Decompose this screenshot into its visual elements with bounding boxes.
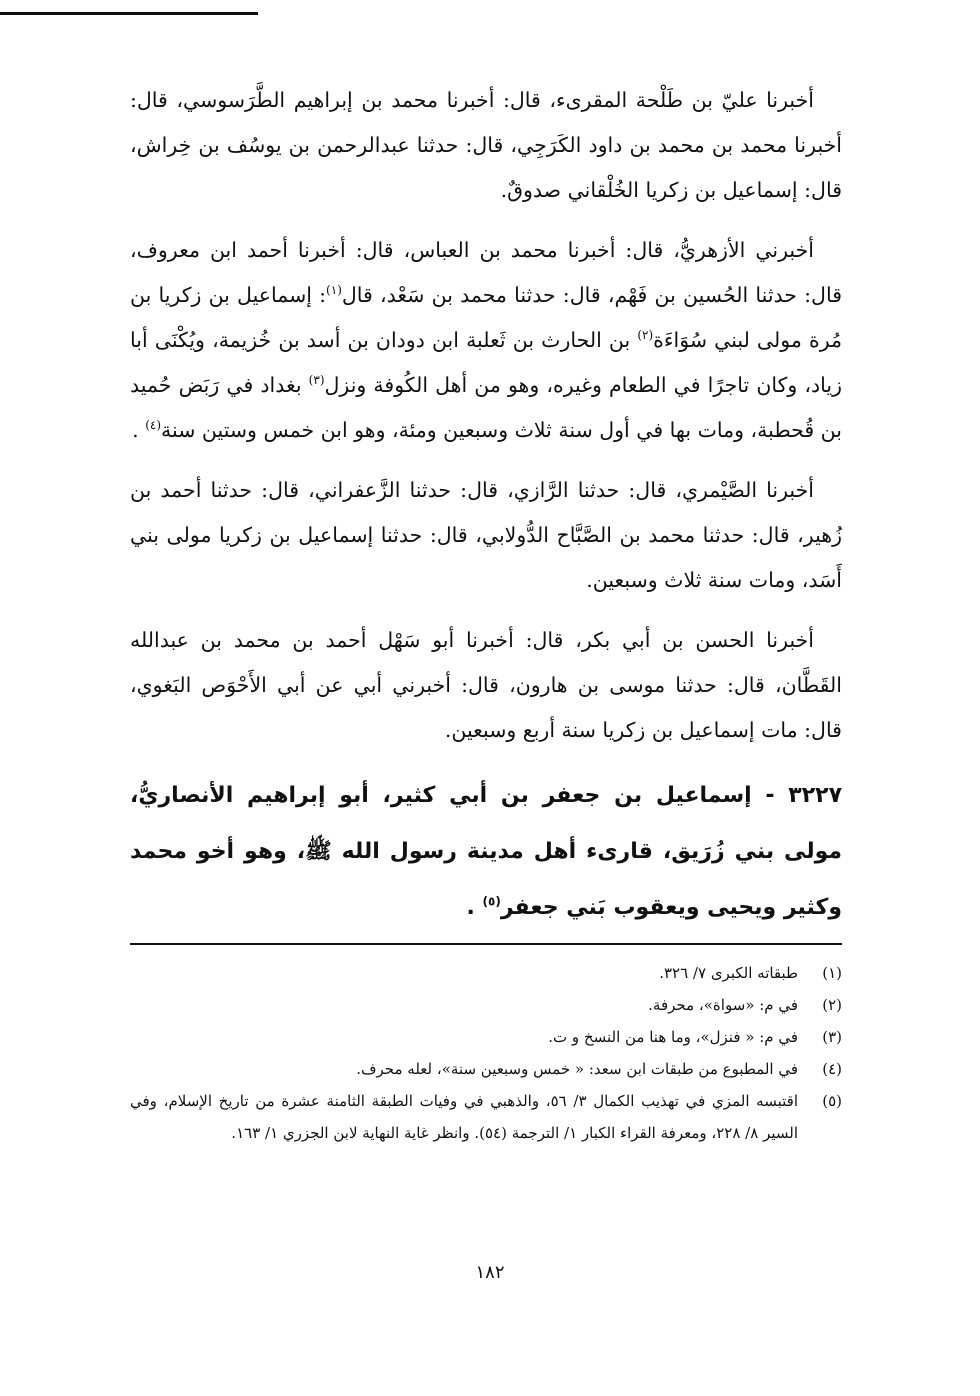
footnote-number: (٥) (822, 1092, 842, 1110)
footnote-text: طبقاته الكبرى ٧/ ٣٢٦. (659, 964, 798, 982)
footnote-number: (٢) (822, 996, 842, 1014)
paragraph-2 (130, 228, 842, 453)
footnote-text: في المطبوع من طبقات ابن سعد: « خمس وسبعين سنة»، لعله محرف. (356, 1060, 798, 1078)
footnote-1 (130, 957, 842, 989)
entry-heading-end: . (466, 895, 483, 920)
footnote-4 (130, 1053, 842, 1085)
footnote-text: اقتبسه المزي في تهذيب الكمال ٣/ ٥٦، والذهبي في وفيات الطبقة الثامنة عشرة من تاريخ الإسلام، وفي السير ٨/ ٢٢٨، ومعرفة القراء الكبار ١/ الترجمة (٥٤). وانظر غاية النهاية لابن الجزري ١/ ١٦٣. (130, 1092, 798, 1142)
footnote-separator (130, 943, 842, 945)
paragraph-1-text: أخبرنا عليّ بن طَلْحة المقرىء، قال: أخبرنا محمد بن إبراهيم الطَّرَسوسي، قال: أخبرنا محمد بن محمد بن داود الكَرَجِي، قال: حدثنا عبدالرحمن بن يوسُف بن خِراش، قال: إسماعيل بن زكريا الخُلْقاني صدوقٌ. (130, 88, 842, 202)
paragraph-2-part-3: بن الحارث بن ثَعلبة ابن دودان بن أسد بن خُزيمة، ويُكْنَى أبا زياد، وكان تاجرًا في الطعام وغيره، وهو من أهل الكُوفة ونزل (130, 328, 843, 397)
paragraph-4 (130, 618, 842, 753)
footnotes (130, 957, 842, 1149)
page-number: ١٨٢ (475, 1262, 505, 1283)
footnote-ref-3[interactable]: (٣) (308, 373, 325, 388)
main-text (130, 78, 842, 946)
footnote-5 (130, 1085, 842, 1149)
footnote-ref-4[interactable]: (٤) (145, 418, 162, 433)
footnote-text: في م: « فنزل»، وما هنا من النسخ و ت. (548, 1028, 798, 1046)
footnote-number: (١) (822, 964, 842, 982)
footnote-number: (٤) (822, 1060, 842, 1078)
paragraph-2-part-4: بغداد في رَبَض حُميد بن قُحطبة، ومات بها في أول سنة ثلاث وسبعين ومئة، وهو ابن خمس وستين سنة (130, 373, 842, 442)
entry-heading-text: ٣٢٢٧ - إسماعيل بن جعفر بن أبي كثير، أبو إبراهيم الأنصاريُّ، مولى بني زُرَيق، قارىء أهل مدينة رسول الله ﷺ، وهو أخو محمد وكثير ويحيى ويعقوب بَني جعفر (130, 783, 842, 920)
paragraph-2-part-2: : إسماعيل بن زكريا بن مُرة مولى لبني سُوَاءَة (130, 283, 842, 352)
paragraph-3-text: أخبرنا الصَّيْمري، قال: حدثنا الرَّازي، قال: حدثنا الزَّعفراني، قال: حدثنا أحمد بن زُهير، قال: حدثنا محمد بن الصَّبَّاح الدُّولابي، قال: حدثنا إسماعيل بن زكريا مولى بني أَسَد، ومات سنة ثلاث وسبعين. (130, 478, 842, 592)
footnote-number: (٣) (822, 1028, 842, 1046)
paragraph-1 (130, 78, 842, 213)
paragraph-2-part-1: أخبرني الأزهريُّ، قال: أخبرنا محمد بن العباس، قال: أخبرنا أحمد ابن معروف، قال: حدثنا الحُسين بن فَهْم، قال: حدثنا محمد بن سَعْد، قال (130, 238, 842, 307)
footnote-3 (130, 1021, 842, 1053)
paragraph-2-part-5: . (132, 418, 146, 442)
footnote-ref-5[interactable]: (٥) (482, 894, 501, 909)
footnote-2 (130, 989, 842, 1021)
footnote-text: في م: «سواة»، محرفة. (648, 996, 798, 1014)
footnote-ref-2[interactable]: (٢) (637, 328, 654, 343)
entry-heading (130, 768, 842, 936)
top-rule (0, 12, 258, 15)
paragraph-3 (130, 468, 842, 603)
footnote-ref-1[interactable]: (١) (326, 283, 342, 298)
paragraph-4-text: أخبرنا الحسن بن أبي بكر، قال: أخبرنا أبو سَهْل أحمد بن محمد بن عبدالله القَطَّان، قال: حدثنا موسى بن هارون، قال: أخبرني أبي عن أبي الأَحْوَص البَغوي، قال: مات إسماعيل بن زكريا سنة أربع وسبعين. (130, 628, 842, 742)
